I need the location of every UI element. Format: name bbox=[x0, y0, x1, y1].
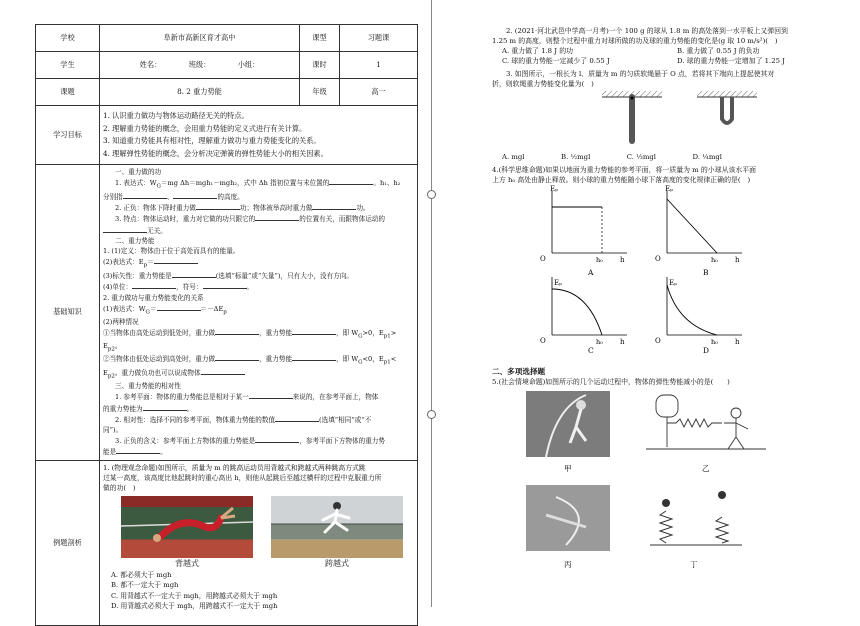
q3-line: 3. 如图所示，一根长为 l、质量为 m 的匀质软绳悬于 O 点，若将其下端向上提起使其对 bbox=[506, 70, 775, 78]
basics-line: $E_{p2}$。重力做负功也可以说成物体 bbox=[103, 367, 414, 381]
q4-line: 4.(科学思维命题)如果以地面为重力势能的参考平面，将一质量为 m 的小球从该水平面 bbox=[492, 166, 757, 174]
binding-hole bbox=[427, 410, 436, 419]
example-content bbox=[100, 460, 418, 625]
period-label: 课时 bbox=[300, 52, 340, 79]
label-jia: 甲 bbox=[564, 464, 572, 473]
basics-line: 1. (1)定义：物体由于位于高处而具有的能量。 bbox=[103, 247, 240, 256]
q2-option-c: C. 球的重力势能一定减少了 0.55 J bbox=[502, 57, 610, 65]
caption-flop: 背越式 bbox=[175, 559, 199, 569]
lesson-sheet bbox=[35, 24, 417, 626]
figure-ding-springs bbox=[650, 491, 742, 569]
q4-line: 上方 h₀ 高处由静止释放。则小球的重力势能随小球下落高度的变化规律正确的是( ) bbox=[492, 176, 751, 184]
goal-item: 1. 认识重力做功与物体运动路径无关的特点。 bbox=[103, 111, 249, 120]
caption-straddle: 跨越式 bbox=[325, 559, 349, 569]
basics-content bbox=[100, 164, 418, 460]
basics-line: 能是 。 bbox=[103, 448, 167, 457]
grade-label: 年级 bbox=[300, 79, 340, 106]
basics-line: 同”)。 bbox=[103, 425, 123, 434]
question-4 bbox=[492, 165, 852, 358]
basics-line: $E_{p2}$。 bbox=[103, 341, 122, 352]
binding-line bbox=[431, 0, 432, 607]
q5-figures bbox=[526, 387, 766, 571]
basics-line: 3. 特点：物体运动时，重力对它做的功只跟它的 的位置有关，而跟物体运动的 bbox=[115, 215, 385, 224]
q2-line: 1.25 m 的高度，则整个过程中重力对球所做的功及球的重力势能的变化是(g 取 10 m/s²)( ) bbox=[492, 37, 778, 45]
example-question-line: 做的功( ) bbox=[103, 483, 136, 492]
basics-line: (1)表达式：$W_G= =-\Delta E_p$ bbox=[103, 304, 227, 316]
section-multiple-choice: 二、多项选择题 bbox=[492, 367, 546, 376]
basics-line: ②当物体由低处运动到高处时，重力做 ，重力势能 ，即 $W_G<0$，$E_{p1}<$ bbox=[103, 355, 397, 366]
graph-a bbox=[540, 185, 627, 277]
lesson-type-value: 习题课 bbox=[340, 25, 418, 52]
binding-hole bbox=[427, 190, 436, 199]
basics-heading-1: 一、重力做的功 bbox=[115, 167, 162, 176]
example-question-line: 1. (物理观念命题)如图所示，质量为 m 的跳高运动员用背越式和跨越式两种跳高方式跳 bbox=[103, 463, 366, 472]
topic-label: 课题 bbox=[36, 79, 100, 106]
basics-line: 1. 参考平面：物体的重力势能总是相对于某一 来说的，在参考平面上，物体 bbox=[115, 393, 379, 402]
q3-option-c: C. ⅓mgl bbox=[626, 153, 657, 161]
rope-diagram bbox=[602, 89, 802, 149]
graph-d-xlabel: h bbox=[735, 338, 740, 346]
question-3 bbox=[492, 69, 852, 162]
q3-line: 折，则软绳重力势能变化量为( ) bbox=[492, 80, 594, 88]
option-d: D. 用背越式必须大于 mgh，用跨越式不一定大于 mgh bbox=[111, 601, 278, 610]
q2-option-a: A. 重力做了 1.8 J 的功 bbox=[502, 47, 573, 55]
example-photos bbox=[121, 496, 414, 558]
graph-b-ylabel: Eₚ bbox=[665, 185, 673, 193]
q2-option-d: D. 球的重力势能一定增加了 1.25 J bbox=[677, 57, 785, 65]
graph-d-origin: O bbox=[655, 337, 661, 345]
graph-d bbox=[655, 277, 742, 355]
graph-c-ylabel: Eₚ bbox=[554, 279, 562, 287]
goal-item: 2. 理解重力势能的概念，会用重力势能的定义式进行有关计算。 bbox=[103, 123, 307, 133]
graph-c-origin: O bbox=[540, 337, 546, 345]
basics-line: 1. 表达式：$W_G=mg$ Δh＝mgh₁－mgh₂，式中 Δh 指初位置与末位置的 。h₁、h₂ bbox=[115, 179, 401, 190]
basics-line: 2. 重力做功与重力势能变化的关系 bbox=[103, 293, 204, 302]
figure-yi-spring-wall bbox=[646, 395, 766, 473]
basics-label: 基础知识 bbox=[36, 164, 100, 460]
q2-options bbox=[502, 46, 852, 66]
basics-line: (2)两种情况 bbox=[103, 317, 139, 326]
q5-line: 5.(社会情境命题)如图所示的几个运动过程中，物体的弹性势能减小的是( ) bbox=[492, 378, 730, 386]
high-jump-photo-straddle bbox=[271, 496, 403, 558]
basics-line: 的重力势能为 。 bbox=[103, 404, 194, 413]
label-bing: 丙 bbox=[564, 560, 572, 569]
student-fields: 姓名： 班级： 小组： bbox=[100, 52, 300, 79]
question-5 bbox=[492, 377, 852, 574]
exercise-page bbox=[492, 26, 852, 577]
grade-value: 高一 bbox=[340, 79, 418, 106]
question-2 bbox=[492, 26, 852, 66]
graph-b-xlabel: h bbox=[735, 256, 740, 264]
lesson-type-label: 课型 bbox=[300, 25, 340, 52]
high-jump-photo-flop bbox=[121, 496, 253, 558]
graph-d-label: D bbox=[703, 346, 710, 355]
example-label: 例题剖析 bbox=[36, 460, 100, 625]
basics-line: 分别指 、 的高度。 bbox=[103, 192, 244, 201]
basics-line: ①当物体由高处运动到低处时，重力做 ，重力势能 ，即 $W_G>0$，$E_{p1}>$ bbox=[103, 328, 397, 340]
goals-label: 学习目标 bbox=[36, 106, 100, 165]
q4-graphs bbox=[532, 185, 772, 355]
basics-heading-2: 二、重力势能 bbox=[115, 236, 155, 245]
label-ding: 丁 bbox=[690, 560, 698, 569]
graph-b-label: B bbox=[703, 268, 709, 277]
graph-a-xlabel: h bbox=[620, 256, 625, 264]
graph-b-h0: h₀ bbox=[711, 256, 718, 264]
graph-c-h0: h₀ bbox=[596, 338, 603, 346]
graph-d-ylabel: Eₚ bbox=[669, 279, 677, 287]
topic-value: 8. 2 重力势能 bbox=[100, 79, 300, 106]
graph-a-origin: O bbox=[540, 255, 546, 263]
q3-option-b: B. ½mgl bbox=[561, 153, 591, 161]
option-c: C. 用背越式不一定大于 mgh，用跨越式必须大于 mgh bbox=[111, 591, 278, 600]
graph-a-ylabel: Eₚ bbox=[550, 185, 558, 193]
q3-option-d: D. ¼mgl bbox=[692, 153, 722, 161]
basics-line: (2)表达式：$E_p=$ bbox=[103, 256, 414, 270]
basics-line: (4)单位： ，符号： 。 bbox=[103, 283, 254, 292]
q3-option-a: A. mgl bbox=[502, 153, 525, 161]
basics-line: (3)标矢性：重力势能是 (选填“标量”或“矢量”)，只有大小，没有方向。 bbox=[103, 272, 354, 281]
school-label: 学校 bbox=[36, 25, 100, 52]
basics-line: 2. 正负：物体下降时重力做 功；物体被举高时重力做 功。 bbox=[115, 204, 370, 213]
figure-jia-pole-vault bbox=[526, 391, 610, 473]
example-question-line: 过某一高度，该高度比他起跳时的重心高出 h，则他从起跳后至越过横杆的过程中克服重力所 bbox=[103, 473, 382, 482]
graph-a-h0: h₀ bbox=[596, 256, 603, 264]
q2-line: 2. (2021·河北武邑中学高一月考)一个 100 g 的球从 1.8 m 的高处落到一水平板上又弹回到 bbox=[506, 27, 788, 35]
option-a: A. 都必须大于 mgh bbox=[111, 571, 172, 580]
basics-heading-3: 三、重力势能的相对性 bbox=[115, 382, 181, 391]
graph-c bbox=[540, 277, 627, 355]
goals-list bbox=[100, 106, 418, 165]
graph-d-h0: h₀ bbox=[711, 338, 718, 346]
graph-a-label: A bbox=[588, 268, 594, 277]
period-value: 1 bbox=[340, 52, 418, 79]
graph-c-xlabel: h bbox=[620, 338, 625, 346]
option-b: B. 都不一定大于 mgh bbox=[111, 581, 179, 590]
label-yi: 乙 bbox=[702, 464, 710, 473]
school-value: 阜新市高新区育才高中 bbox=[100, 25, 300, 52]
basics-line: 2. 相对性：选择不同的参考平面，物体重力势能的数值 (选填“相同”或“不 bbox=[115, 415, 372, 424]
figure-bing-bow bbox=[526, 485, 610, 569]
graph-b bbox=[655, 185, 742, 277]
basics-line: 3. 正负的含义：参考平面上方物体的重力势能是 ，参考平面下方物体的重力势 bbox=[115, 437, 385, 446]
lesson-table bbox=[35, 24, 418, 626]
q2-option-b: B. 重力做了 0.55 J 的负功 bbox=[677, 47, 760, 55]
goal-item: 4. 理解弹性势能的概念，会分析决定弹簧的弹性势能大小的相关因素。 bbox=[103, 149, 328, 159]
student-label: 学生 bbox=[36, 52, 100, 79]
basics-line: 无关。 bbox=[103, 225, 414, 236]
graph-c-label: C bbox=[588, 346, 594, 355]
q3-options bbox=[502, 152, 722, 162]
photo-captions bbox=[121, 558, 414, 570]
graph-b-origin: O bbox=[655, 255, 661, 263]
goal-item: 3. 知道重力势能具有相对性，理解重力做功与重力势能变化的关系。 bbox=[103, 136, 321, 146]
